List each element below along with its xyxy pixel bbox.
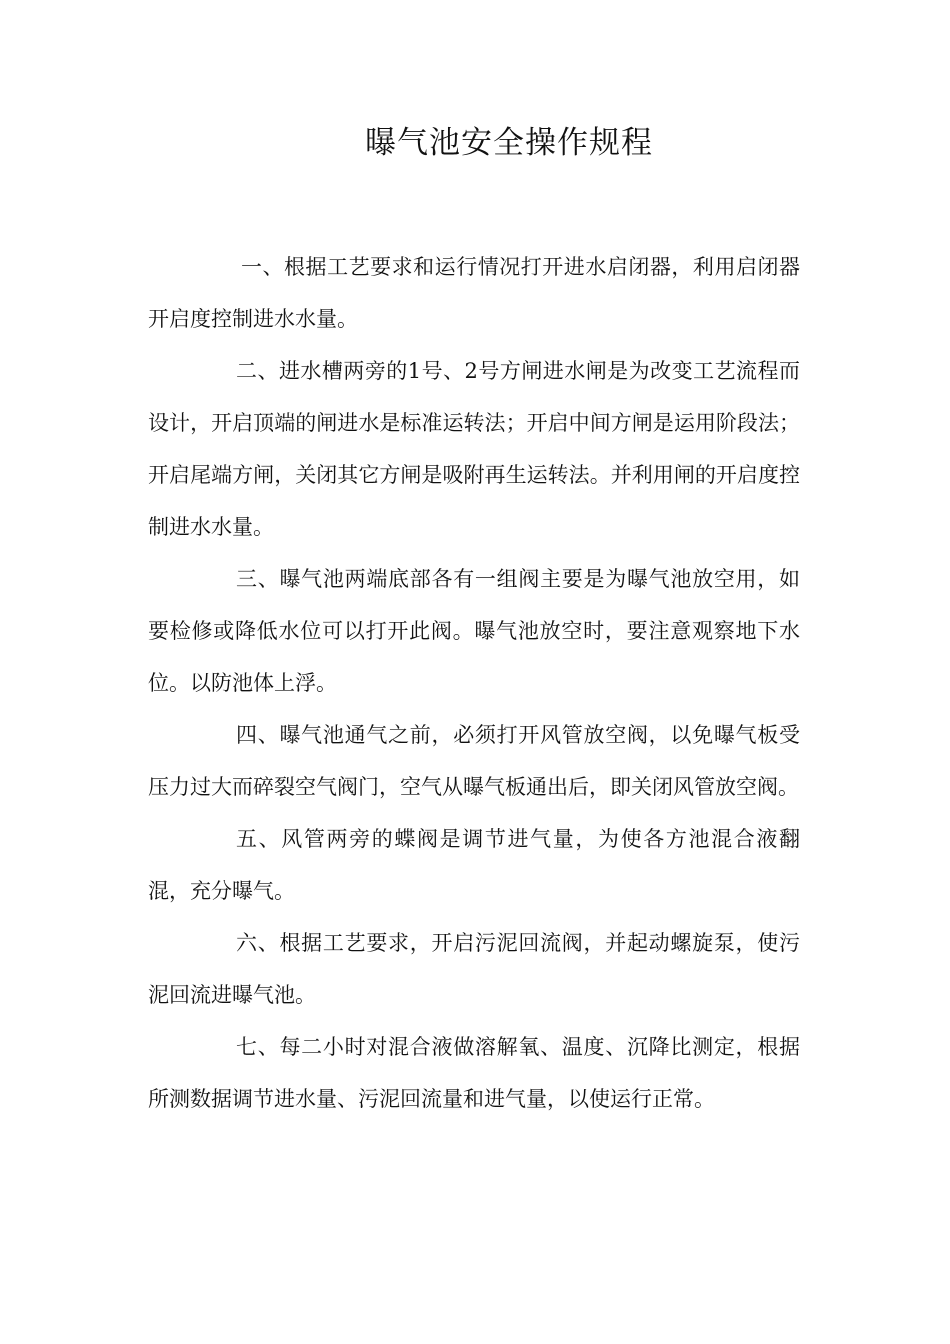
document-body: [148, 241, 800, 1125]
paragraph-4: 四、曝气池通气之前，必须打开风管放空阀，以免曝气板受压力过大而碎裂空气阀门，空气从曝气板通出后，即关闭风管放空阀。: [148, 723, 800, 799]
paragraph-5: 五、风管两旁的蝶阀是调节进气量，为使各方池混合液翻混，充分曝气。: [148, 827, 800, 903]
paragraph-3: 三、曝气池两端底部各有一组阀主要是为曝气池放空用，如要检修或降低水位可以打开此阀。曝气池放空时，要注意观察地下水位。以防池体上浮。: [148, 567, 800, 695]
paragraph-7: 七、每二小时对混合液做溶解氧、温度、沉降比测定，根据所测数据调节进水量、污泥回流量和进气量，以使运行正常。: [148, 1035, 800, 1111]
paragraph-1: 一、根据工艺要求和运行情况打开进水启闭器，利用启闭器开启度控制进水水量。: [148, 255, 800, 331]
document-title: 曝气池安全操作规程: [365, 125, 653, 161]
paragraph-6: 六、根据工艺要求，开启污泥回流阀，并起动螺旋泵，使污泥回流进曝气池。: [148, 931, 800, 1007]
paragraph-2: 二、进水槽两旁的1号、2号方闸进水闸是为改变工艺流程而设计，开启顶端的闸进水是标准运转法；开启中间方闸是运用阶段法；开启尾端方闸，关闭其它方闸是吸附再生运转法。并利用闸的开启度控制进水水量。: [148, 359, 800, 539]
